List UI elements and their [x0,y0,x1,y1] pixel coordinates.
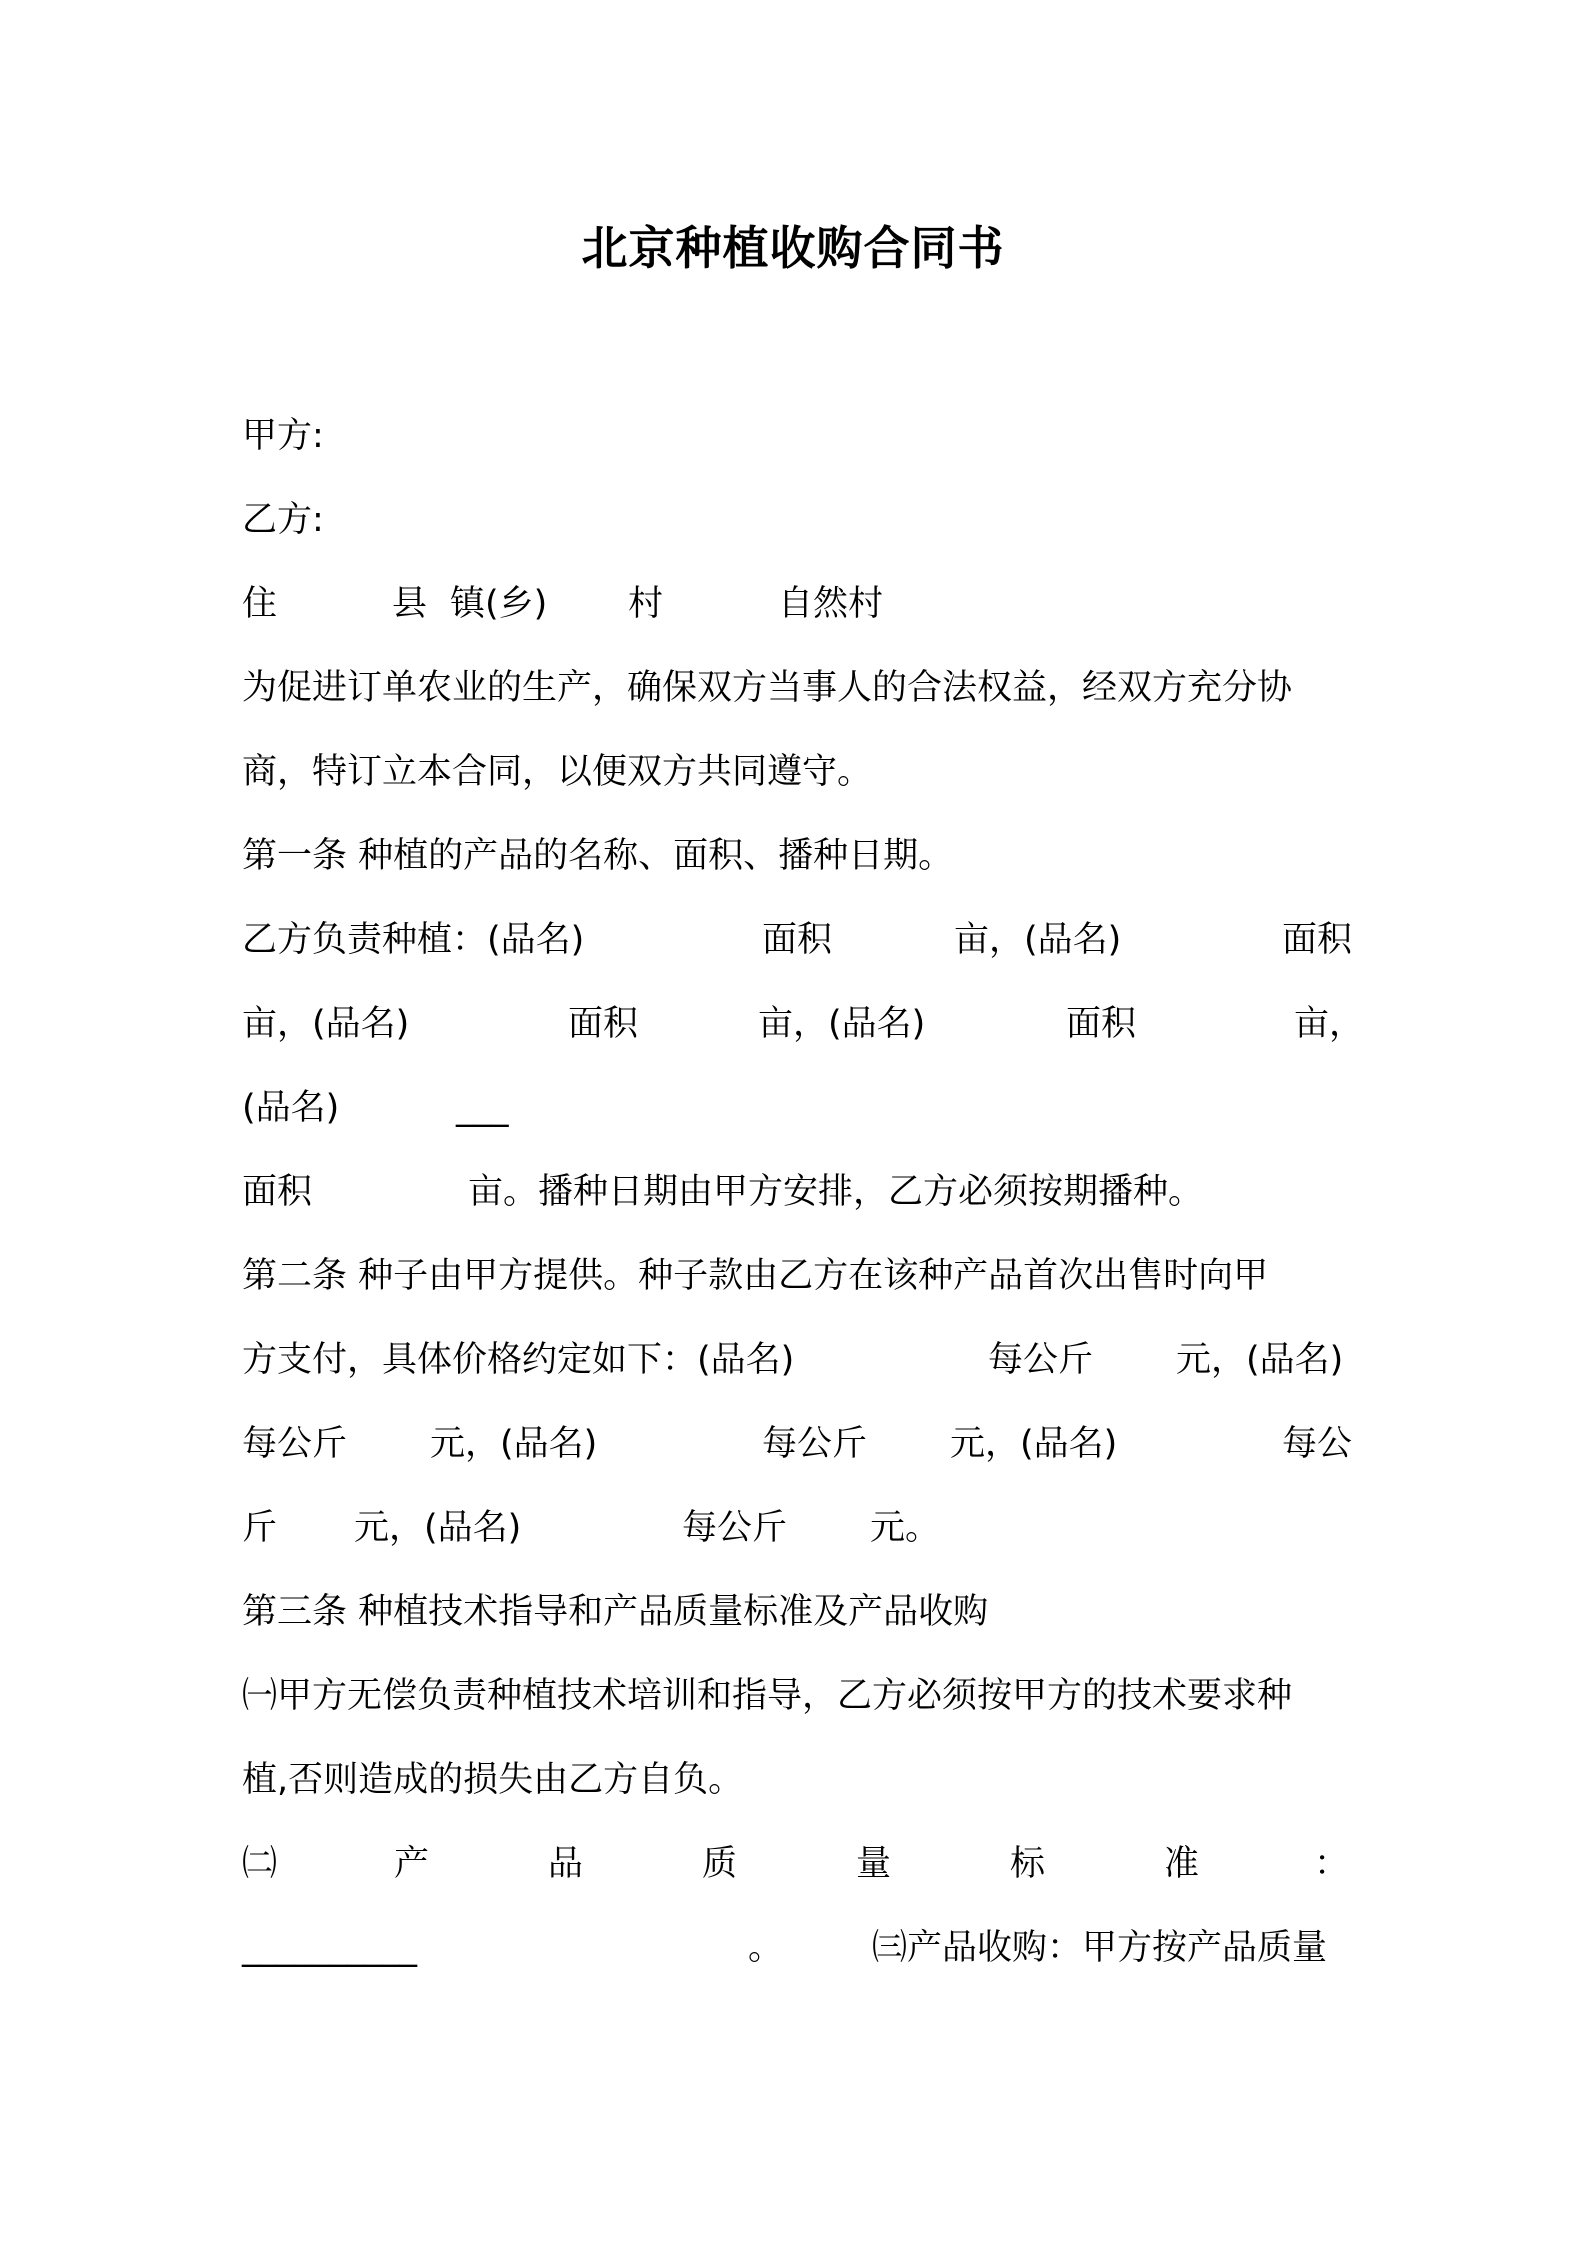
article3-item2-char-2: 品 [548,1844,584,1884]
article2-row4 [242,1498,1354,1558]
preamble-text-1: 为促进订单农业的生产，确保双方当事人的合法权益，经双方充分协 [242,668,1293,708]
article3-item2-colon: ： [1314,1844,1350,1884]
article1-row1-area2: 面积 [1282,920,1353,960]
article1-row2-area2: 面积 [1066,1004,1137,1044]
article2-text-1: 第二条 种子由甲方提供。种子款由乙方在该种产品首次出售时向甲 [242,1256,1269,1296]
article1-row2-mu2: 亩，(品名) [758,1004,926,1044]
article1-row4-rest: 亩。播种日期由甲方安排，乙方必须按期播种。 [468,1172,1204,1212]
party-a-line [242,406,1354,466]
article2-row2 [242,1330,1354,1390]
article2-row3 [242,1414,1354,1474]
address-prefix: 住 [242,584,278,624]
article3-item3-start: ㈢产品收购：甲方按产品质量 [872,1928,1328,1968]
article1-row1-lead: 乙方负责种植：(品名) [242,920,585,960]
article3-heading: 第三条 种植技术指导和产品质量标准及产品收购 [242,1592,989,1632]
article2-row2-lead: 方支付，具体价格约定如下：(品名) [242,1340,795,1380]
article1-row1-mu1: 亩，(品名) [954,920,1122,960]
document-title: 北京种植收购合同书 [581,221,1005,275]
article2-row3-perkg3: 每公 [1282,1424,1353,1464]
article2-row3-yuan1: 元，(品名) [430,1424,598,1464]
article1-row2-mu3: 亩， [1294,1004,1365,1044]
article2-row3-yuan2: 元，(品名) [950,1424,1118,1464]
article3-item2-line [242,1834,1354,1894]
article3-item2-char-5: 标 [1010,1844,1046,1884]
article3-item2-char-3: 质 [702,1844,738,1884]
party-b-label: 乙方: [242,500,324,540]
article2-line1 [242,1246,1354,1306]
address-line [242,574,1354,634]
article3-item2-number: ㈡ [242,1844,278,1884]
article2-row3-perkg2: 每公斤 [762,1424,868,1464]
preamble-line-1 [242,658,1354,718]
article2-row3-perkg1: 每公斤 [242,1424,348,1464]
article1-row2-area1: 面积 [568,1004,639,1044]
address-natural-village: 自然村 [778,584,884,624]
article1-row4 [242,1162,1354,1222]
article3-item1-text-2: 植,否则造成的损失由乙方自负。 [242,1760,744,1800]
article3-item2-char-4: 量 [856,1844,892,1884]
article3-item1-line2 [242,1750,1354,1810]
article3-item1-text-1: ㈠甲方无偿负责种植技术培训和指导，乙方必须按甲方的技术要求种 [242,1676,1293,1716]
address-county: 县 [392,584,428,624]
article1-heading: 第一条 种植的产品的名称、面积、播种日期。 [242,836,954,876]
article1-row1-area1: 面积 [762,920,833,960]
preamble-text-2: 商，特订立本合同，以便双方共同遵守。 [242,752,873,792]
article1-row4-area: 面积 [242,1172,313,1212]
article1-row3-blank: ___ [456,1088,509,1128]
article1-row3 [242,1078,1354,1138]
article2-row4-perkg: 每公斤 [682,1508,788,1548]
article2-row4-yuan2: 元。 [870,1508,941,1548]
address-village: 村 [628,584,664,624]
preamble-line-2 [242,742,1354,802]
party-b-line [242,490,1354,550]
article3-heading-line [242,1582,1354,1642]
article2-row4-yuan1: 元，(品名) [354,1508,522,1548]
article2-row4-jin: 斤 [242,1508,278,1548]
article3-item2-char-6: 准 [1164,1844,1200,1884]
address-town: 镇(乡) [450,584,548,624]
article3-item2-period: 。 [748,1928,784,1968]
article2-row2-yuan: 元，(品名) [1176,1340,1344,1380]
article3-item1-line1 [242,1666,1354,1726]
article2-row2-perkg: 每公斤 [988,1340,1094,1380]
article3-item2-char-1: 产 [394,1844,430,1884]
article1-row2-mu1: 亩，(品名) [242,1004,410,1044]
party-a-label: 甲方: [242,416,324,456]
article3-item2-end-line [242,1918,1354,1978]
article1-row1 [242,910,1354,970]
article1-heading-line [242,826,1354,886]
article1-row3-lead: (品名) [242,1088,340,1128]
article1-row2 [242,994,1365,1054]
article3-item2-blank: __________ [242,1928,417,1968]
